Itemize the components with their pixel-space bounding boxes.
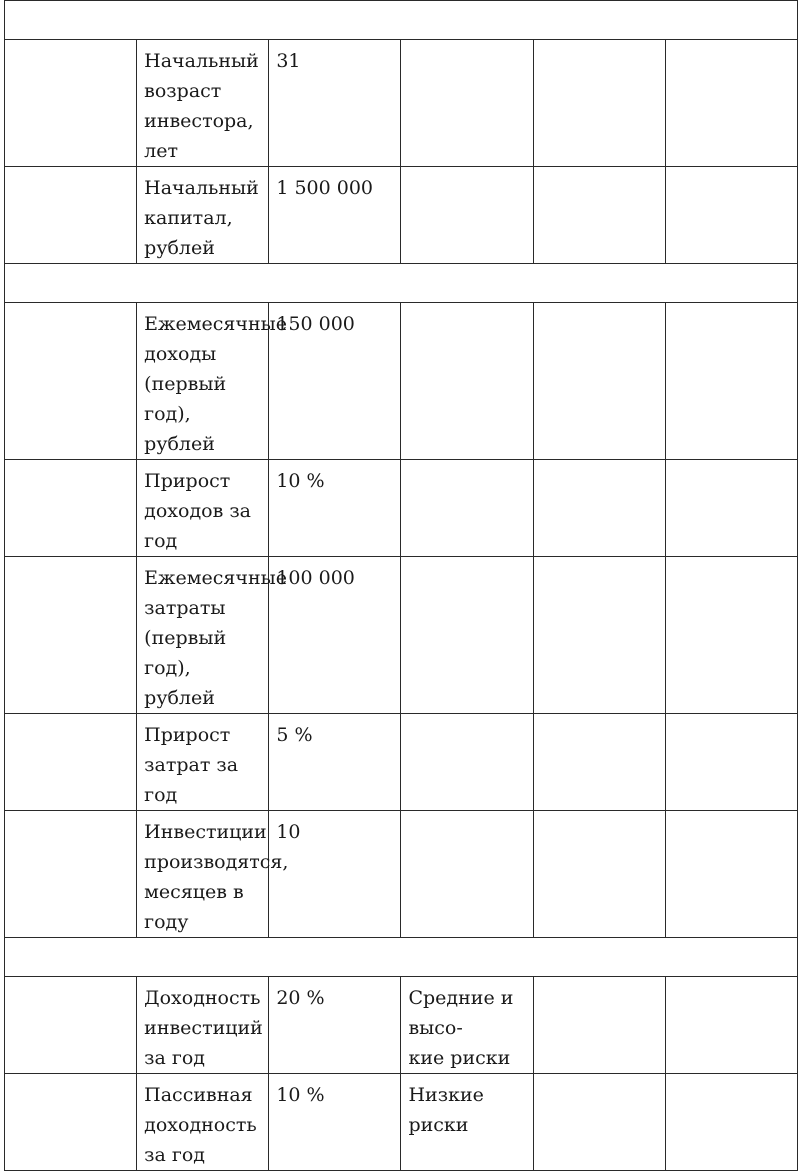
parameter-value [269,977,401,1074]
parameter-label-text: Инвестиции производятся, месяцев в году [144,821,289,933]
separator-cell [5,264,798,303]
section-separator-row [5,938,798,977]
parameter-label-text: Ежемесячные затраты (первый год), рублей [144,567,287,709]
parameter-note [401,167,533,264]
parameter-note [401,1074,533,1171]
parameter-note [401,460,533,557]
table-row [5,811,798,938]
parameter-note [401,977,533,1074]
table-row [5,460,798,557]
parameter-label [137,1074,269,1171]
parameter-note-text: Средние и высо- кие риски [408,987,514,1069]
margin-cell [5,714,137,811]
parameter-note [401,811,533,938]
margin-cell [5,460,137,557]
parameter-note [401,40,533,167]
parameter-value [269,167,401,264]
investment-parameters-table [4,0,798,1171]
parameter-note-text [401,303,532,309]
parameter-value-text: 31 [276,50,301,72]
section-separator-row [5,1,798,40]
parameter-label-text: Пассивная доходность за год [144,1084,257,1166]
section-separator-row [5,264,798,303]
table-row [5,303,798,460]
margin-cell [5,557,137,714]
parameter-value-text: 5 % [276,724,313,746]
extra-cell [665,460,797,557]
parameter-label [137,40,269,167]
extra-cell [665,303,797,460]
margin-cell [5,977,137,1074]
parameter-label-text: Ежемесячные доходы (первый год), рублей [144,313,287,455]
parameter-note-text [401,460,532,466]
table-row [5,167,798,264]
table-row [5,40,798,167]
extra-cell [665,811,797,938]
extra-cell [533,811,665,938]
table-row [5,977,798,1074]
table-row [5,557,798,714]
parameter-label-text: Начальный возраст инвестора, лет [144,50,259,162]
margin-cell [5,1074,137,1171]
extra-cell [533,977,665,1074]
parameter-value [269,811,401,938]
extra-cell [533,557,665,714]
parameter-label [137,977,269,1074]
parameter-note [401,303,533,460]
parameter-value [269,557,401,714]
margin-cell [5,811,137,938]
parameter-label [137,714,269,811]
parameter-label [137,167,269,264]
parameter-label-text: Доходность инвестиций за год [144,987,263,1069]
parameter-label-text: Начальный капитал, рублей [144,177,259,259]
parameter-note-text [401,167,532,173]
extra-cell [665,977,797,1074]
parameter-note-text [401,40,532,46]
extra-cell [665,40,797,167]
extra-cell [665,557,797,714]
extra-cell [665,1074,797,1171]
parameter-note-text [401,557,532,563]
parameter-note [401,714,533,811]
parameter-value-text: 10 % [276,1084,325,1106]
parameter-note-text [401,811,532,817]
parameter-label [137,557,287,714]
parameter-value-text: 100 000 [276,567,355,589]
parameter-label [137,460,269,557]
parameter-label-text: Прирост доходов за год [144,470,252,552]
extra-cell [533,460,665,557]
extra-cell [665,167,797,264]
parameter-note [401,557,533,714]
parameter-note-text [401,714,532,720]
table-row [5,714,798,811]
parameter-value-text: 1 500 000 [276,177,374,199]
parameter-label [137,303,287,460]
extra-cell [665,714,797,811]
margin-cell [5,40,137,167]
parameter-value-text: 150 000 [276,313,355,335]
parameter-value [269,303,401,460]
separator-cell [5,1,798,40]
extra-cell [533,303,665,460]
parameter-value [269,714,401,811]
margin-cell [5,303,137,460]
separator-cell [5,938,798,977]
extra-cell [533,1074,665,1171]
parameter-value-text: 10 [276,821,301,843]
parameter-value [269,460,401,557]
parameter-note-text: Низкие риски [408,1084,484,1136]
extra-cell [533,167,665,264]
extra-cell [533,714,665,811]
parameter-value-text: 20 % [276,987,325,1009]
parameter-label-text: Прирост затрат за год [144,724,239,806]
parameter-value-text: 10 % [276,470,325,492]
parameter-value [269,1074,401,1171]
parameter-value [269,40,401,167]
extra-cell [533,40,665,167]
table-row [5,1074,798,1171]
margin-cell [5,167,137,264]
